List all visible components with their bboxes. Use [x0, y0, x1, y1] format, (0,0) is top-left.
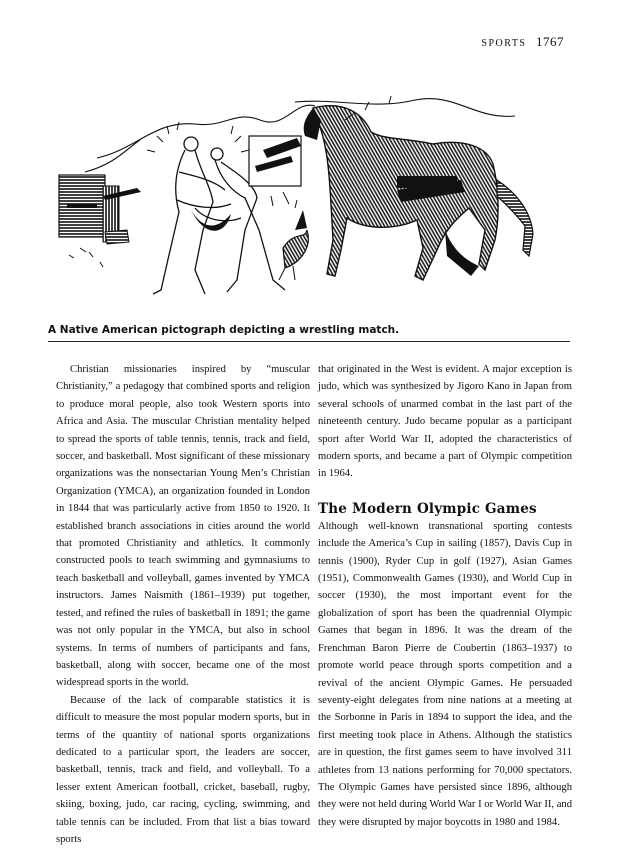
- left-column: [56, 361, 310, 848]
- paragraph: Although well-known transnational sporting contests include the America’s Cup in sailing (1857), Davis Cup in tennis (1900), Ryder Cup in golf (1927), Asian Games (1951), Commonwealth Games (1930), and World Cup in soccer (1930), the most important event for the globalization of sport has been the quadrennial Olympic Games that began in 1896. It was the dream of the Frenchman Baron Pierre de Coubertin (1863–1937) to promote world peace through sports competition and a revival of the ancient Olympic Games. He persuaded seventy-eight delegates from nine nations at a meeting at the Sorbonne in Paris in 1894 to support the idea, and the first meeting took place in Athens. Although the statistics are in question, the first games seem to have involved 311 athletes from 13 nations performing for 70,000 spectators. The Olympic Games have persisted since 1896, although they were not held during World War I or World War II, and they were disrupted by major boycotts in 1980 and 1984.: [318, 520, 572, 828]
- pictograph-figure: [45, 80, 565, 312]
- running-head-section: SPORTS: [481, 38, 527, 49]
- right-column: [318, 361, 572, 831]
- paragraph: Christian missionaries inspired by “muscular Christianity,” a pedagogy that combined sports and religion to produce moral people, also took Western sports into Africa and Asia. The muscular Christian mentality helped to spread the sports of table tennis, tennis, track and field, soccer, and basketball. Most significant of these missionary organizations was the nonsectarian Young Men’s Christian Organization (YMCA), an organization founded in London in 1844 that was particularly active from 1850 to 1920. It established branch associations in cities around the world that promoted Christianity and athletics. It commonly constructed pools to teach swimming and gymnasiums to teach basketball and volleyball, games invented by YMCA instructors. James Naismith (1861–1939) put together, tested, and refined the rules of basketball in 1891; the game was not only popular in the YMCA, but also in school systems. In terms of numbers of participants and fans, basketball, along with soccer, became one of the most widespread sports in the world.: [56, 364, 310, 689]
- horses-figures: [304, 106, 533, 280]
- running-head: [481, 34, 564, 50]
- paragraph: Because of the lack of comparable statistics it is difficult to measure the most popular modern sports, but in terms of the quantity of national sports organizations dedicated to a particular sport, the leaders are soccer, basketball, tennis, track and field, and volleyball. To a lesser extent American football, cricket, baseball, rugby, skiing, boxing, judo, car racing, cycling, swimming, and table tennis can be included. From that list a bias toward sports: [56, 694, 310, 845]
- caption-rule: [48, 341, 570, 342]
- section-heading: The Modern Olympic Games: [318, 500, 537, 517]
- wrestling-pictograph-illustration: [45, 80, 565, 312]
- figure-caption: A Native American pictograph depicting a wrestling match.: [48, 324, 400, 336]
- page-number: 1767: [536, 34, 564, 49]
- bird-figure: [283, 230, 308, 268]
- paragraph-continued: that originated in the West is evident. A major exception is judo, which was synthesized by Jigoro Kano in Japan from several schools of unarmed combat in the last part of the nineteenth century. Judo became popular as a participant sport after World War II, adopted the characteristics of modern sports, and became a part of Olympic competition in 1964.: [318, 364, 572, 480]
